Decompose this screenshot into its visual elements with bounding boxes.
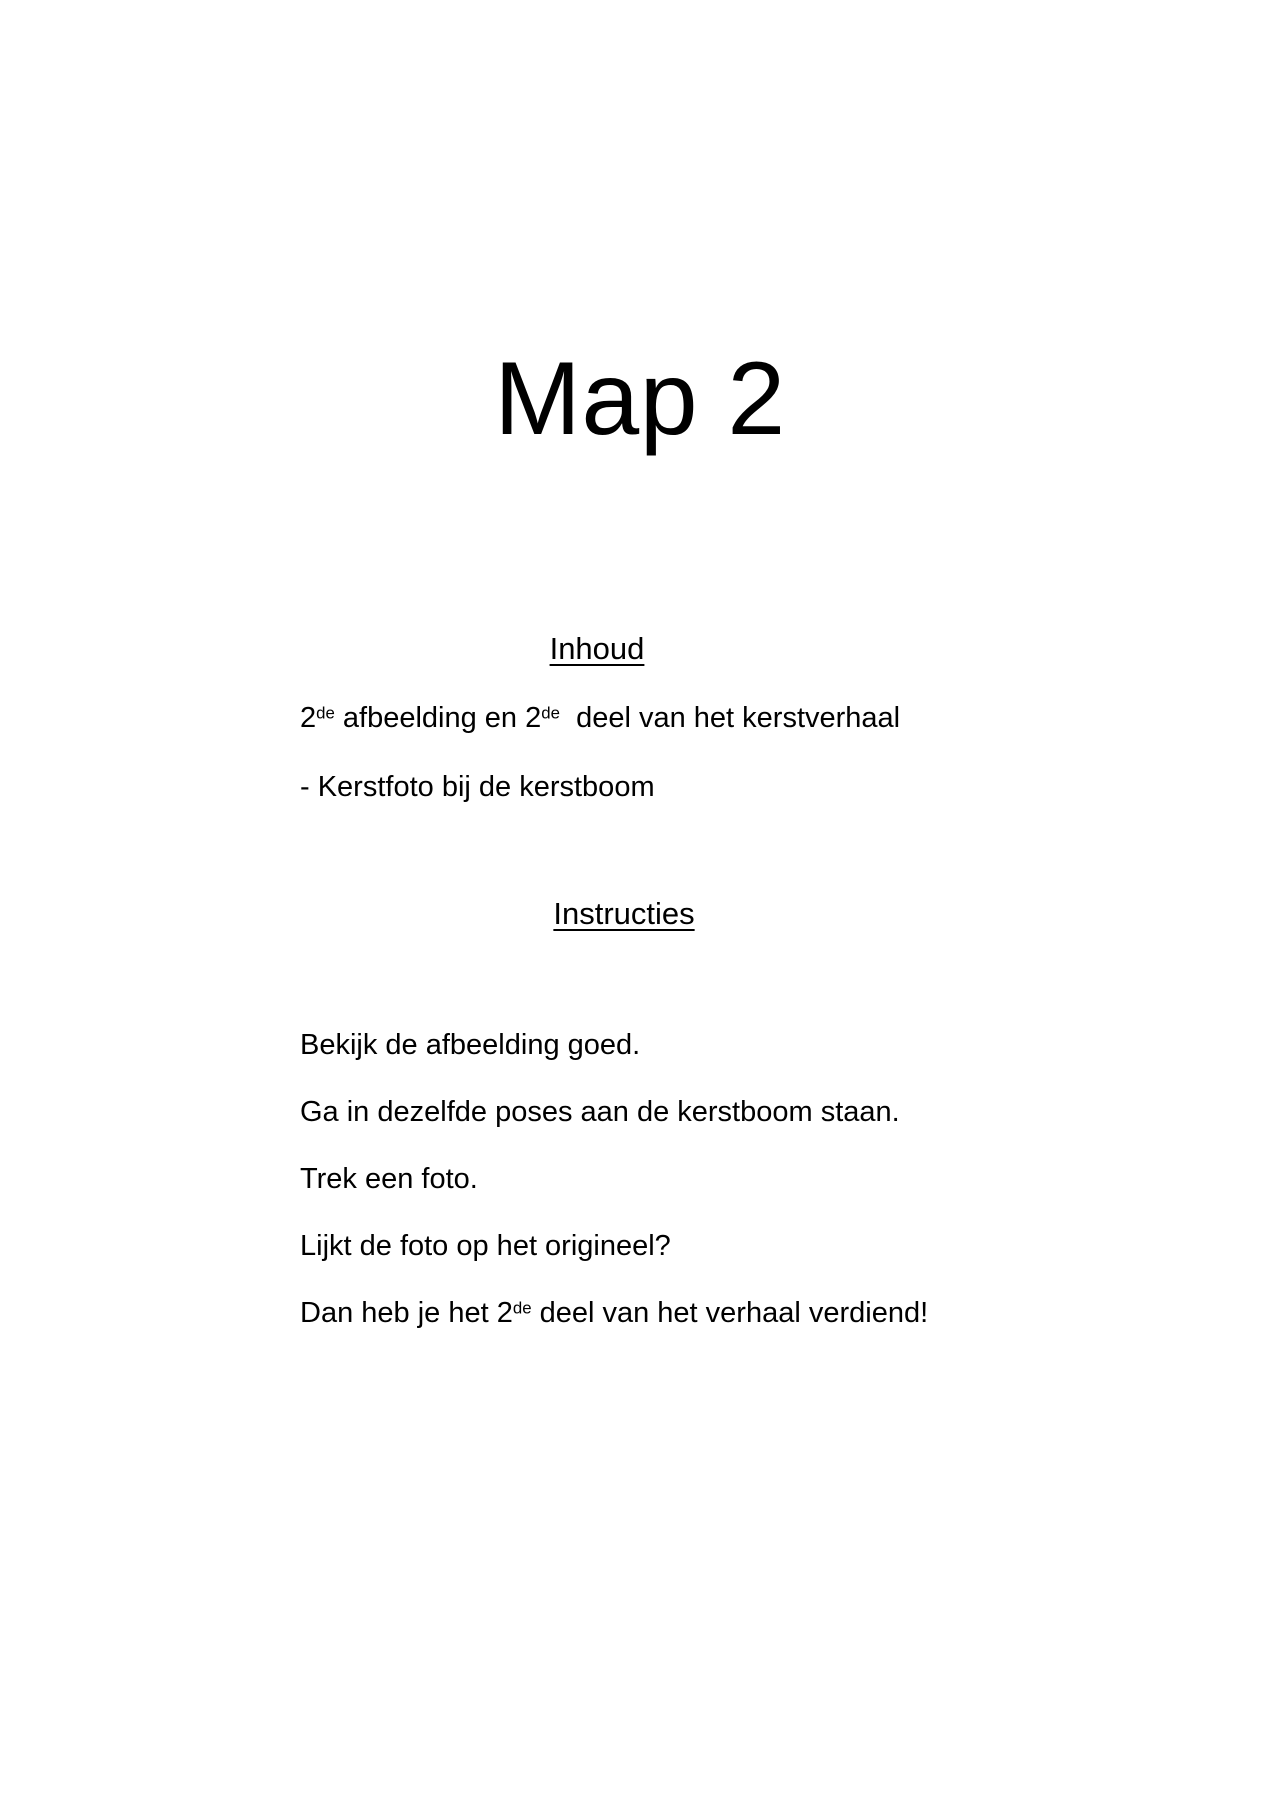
instruction-line-1: Bekijk de afbeelding goed. (300, 1029, 641, 1061)
instruction-line-5: Dan heb je het 2de deel van het verhaal verdiend! (300, 1297, 929, 1329)
section-heading-instructies: Instructies (553, 896, 695, 931)
inhoud-item-1: 2de afbeelding en 2de deel van het kerstverhaal (300, 702, 901, 734)
inhoud-item-2: - Kerstfoto bij de kerstboom (300, 771, 655, 803)
section-heading-inhoud: Inhoud (549, 631, 645, 666)
page-title: Map 2 (494, 340, 786, 457)
instruction-line-3: Trek een foto. (300, 1163, 478, 1195)
instruction-line-4: Lijkt de foto op het origineel? (300, 1230, 671, 1262)
instruction-line-2: Ga in dezelfde poses aan de kerstboom staan. (300, 1096, 900, 1128)
